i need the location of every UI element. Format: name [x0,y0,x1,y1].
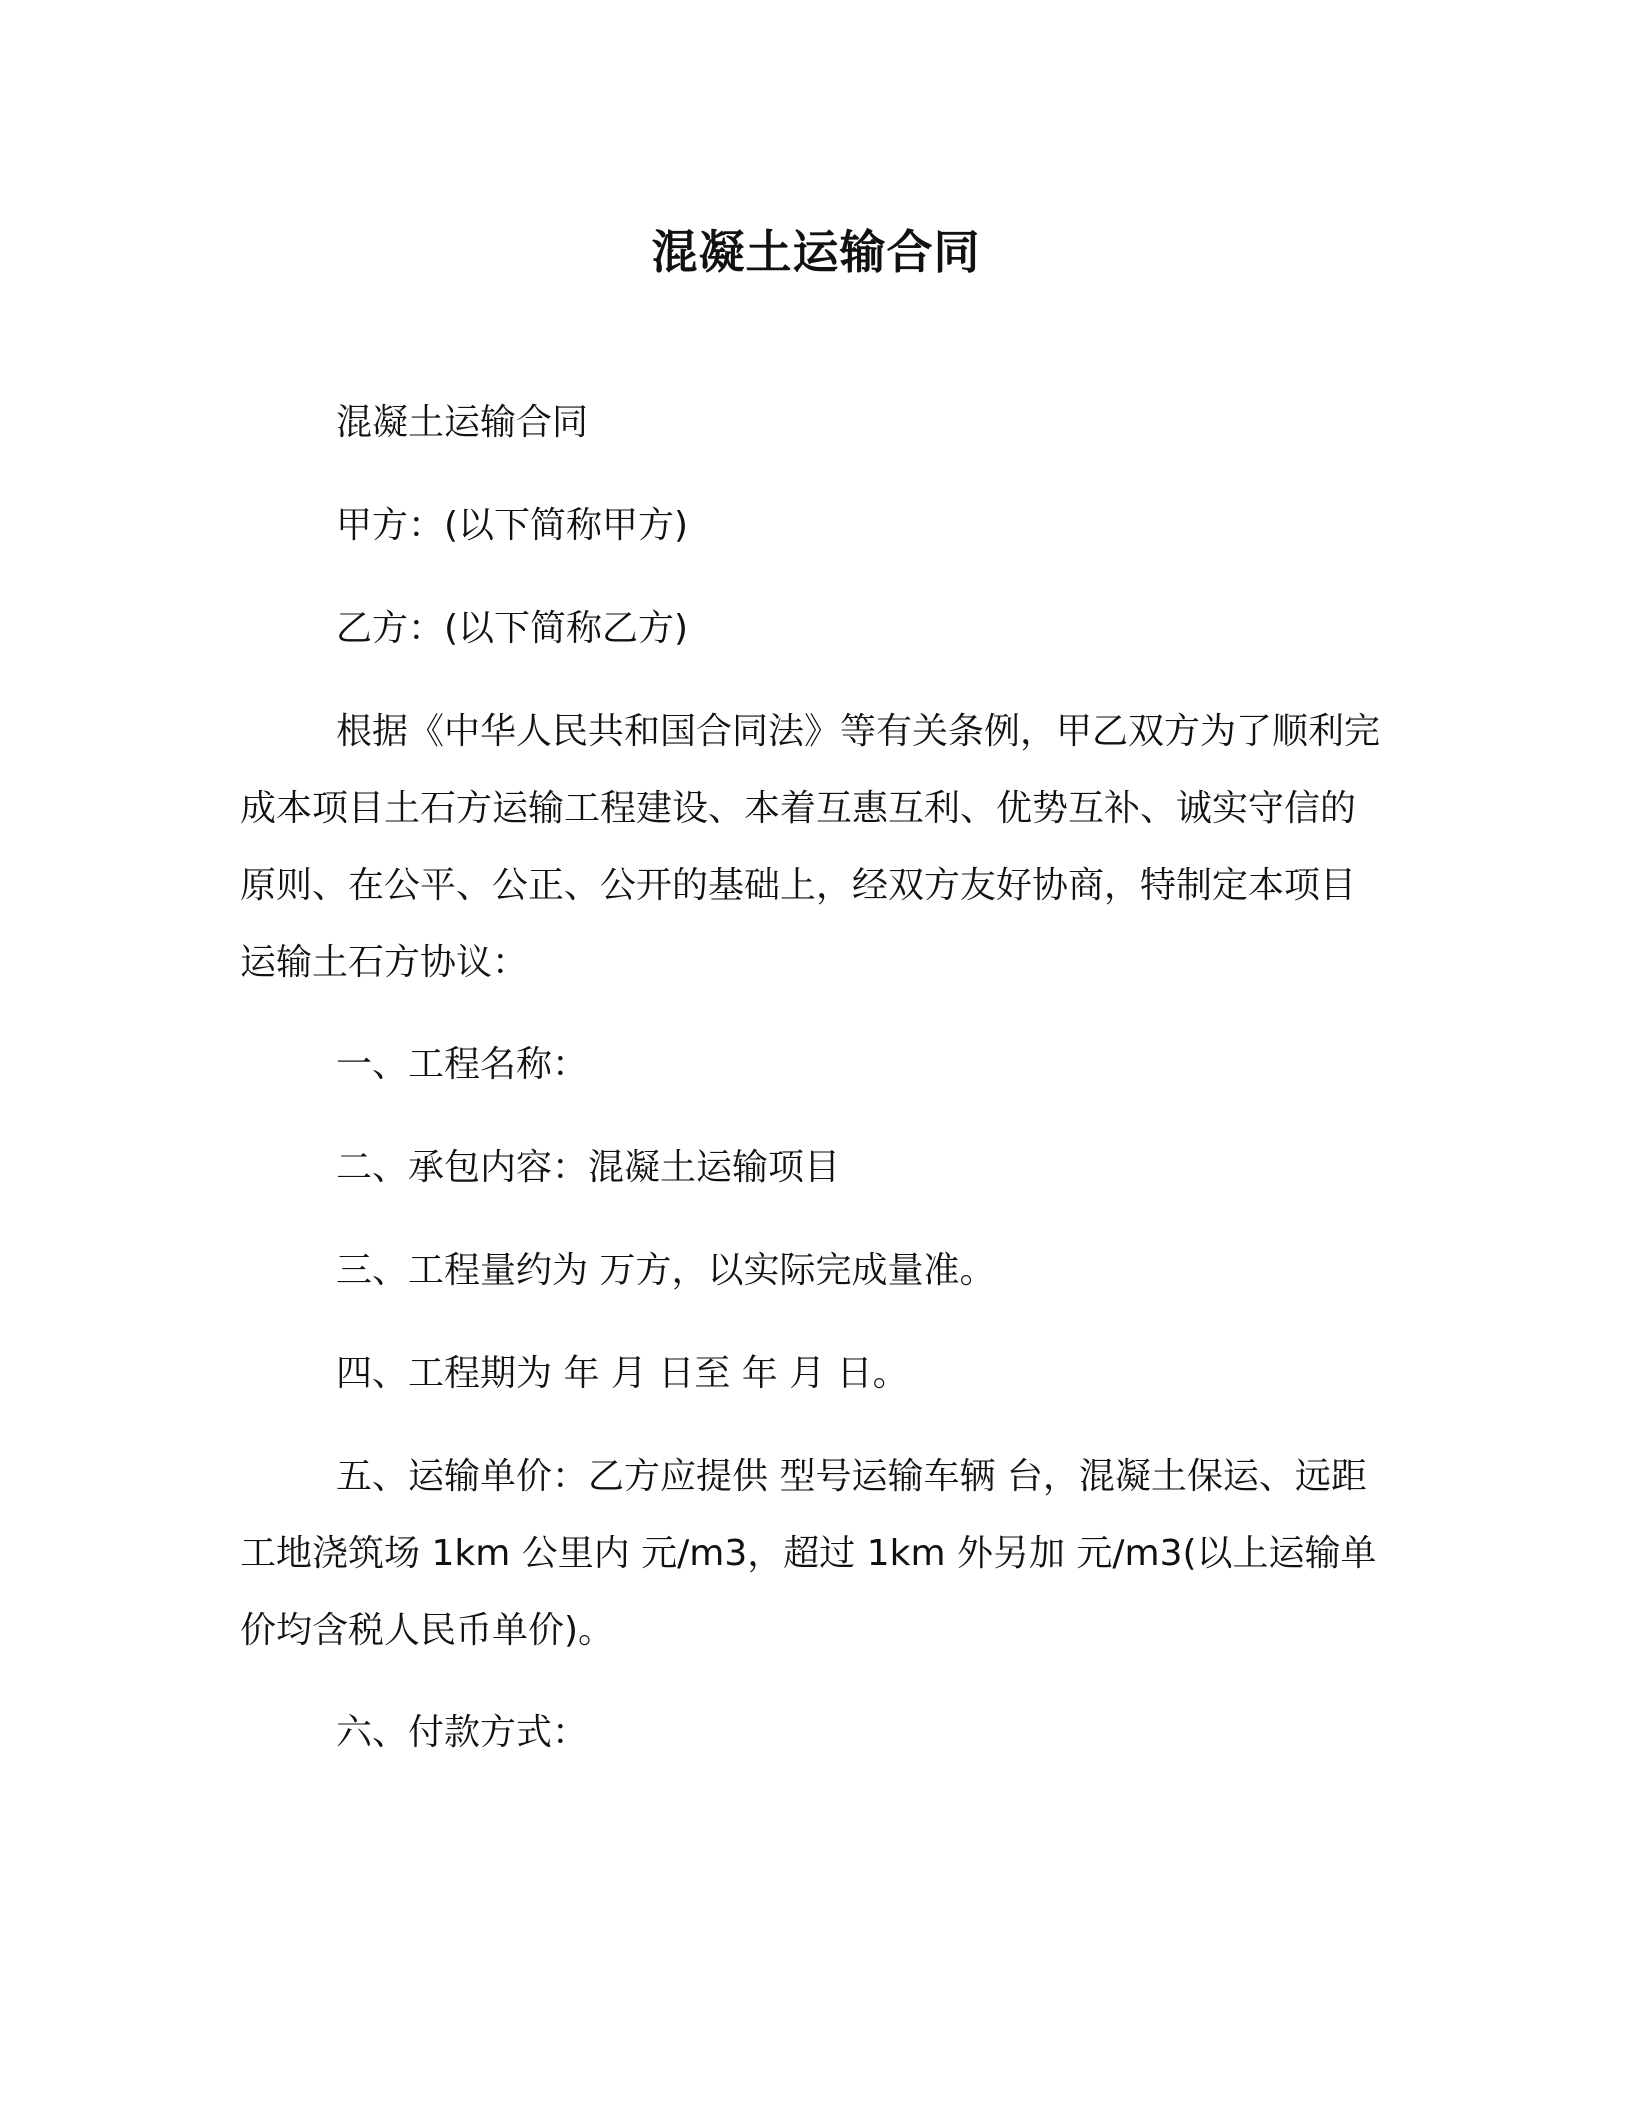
party-a-line: 甲方：(以下简称甲方) [336,505,689,546]
clause-2: 二、承包内容：混凝土运输项目 [336,1147,841,1188]
preamble-paragraph: 根据《中华人民共和国合同法》等有关条例，甲乙双方为了顺利完成本项目土石方运输工程建设、本着互惠互利、优势互补、诚实守信的原则、在公平、公正、公开的基础上，经双方友好协商，特制定本项目运输土石方协议： [240,711,1381,983]
document-title: 混凝土运输合同 [651,225,981,279]
subtitle-line: 混凝土运输合同 [336,402,589,443]
clause-5: 五、运输单价：乙方应提供 型号运输车辆 台，混凝土保运、远距工地浇筑场 1km 公里内 元/m3，超过 1km 外另加 元/m3(以上运输单价均含税人民币单价)。 [240,1456,1377,1651]
clause-1: 一、工程名称： [336,1044,589,1085]
clause-6: 六、付款方式： [336,1712,589,1753]
party-b-line: 乙方：(以下简称乙方) [336,608,689,649]
clause-4: 四、工程期为 年 月 日至 年 月 日。 [336,1353,909,1394]
clause-3: 三、工程量约为 万方，以实际完成量准。 [336,1250,996,1291]
